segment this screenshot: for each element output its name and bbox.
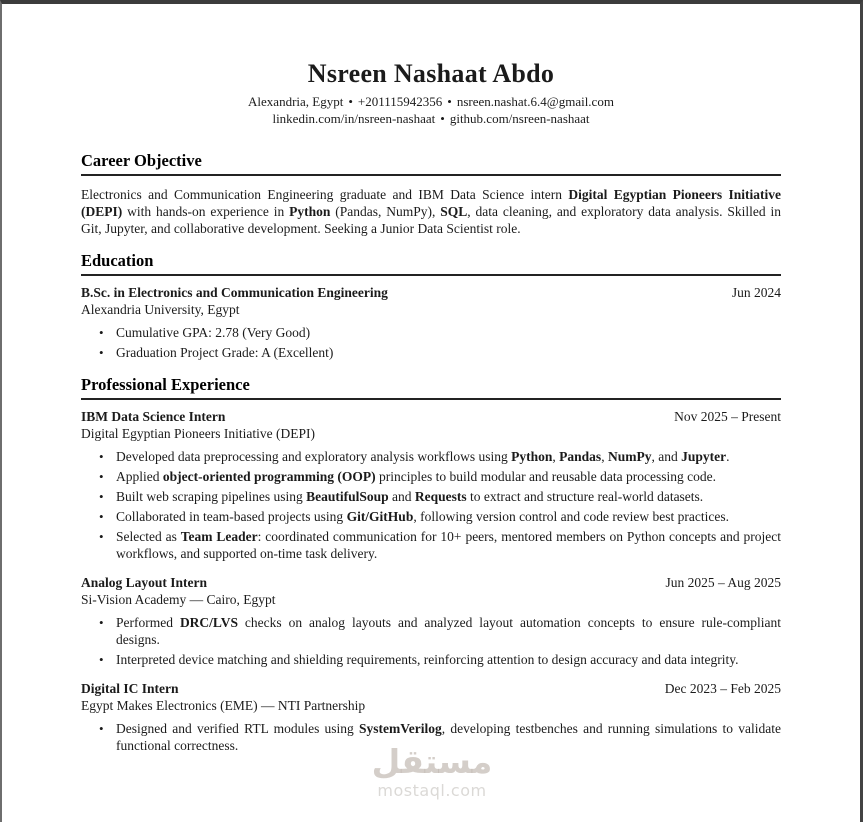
role-title: Analog Layout Intern — [81, 575, 208, 590]
education-bullets — [99, 324, 781, 361]
school-name: Alexandria University, Egypt — [81, 302, 240, 317]
bullet-item: • Interpreted device matching and shielding requirements, reinforcing attention to design accuracy and data integrity. — [99, 651, 781, 668]
org-name: Si-Vision Academy — Cairo, Egypt — [81, 592, 276, 607]
bullet-item: • Performed DRC/LVS checks on analog layouts and analyzed layout automation concepts to ensure rule-compliant designs. — [99, 614, 781, 648]
education-entry-head — [81, 284, 781, 301]
bullet-item: • Developed data preprocessing and exploratory analysis workflows using Python, Pandas, NumPy, and Jupyter. — [99, 448, 781, 465]
role-date: Nov 2025 – Present — [674, 409, 781, 424]
role-date: Jun 2025 – Aug 2025 — [665, 575, 781, 590]
contact-github: github.com/nsreen-nashaat — [449, 111, 590, 126]
experience-bullets — [99, 614, 781, 668]
experience-entry-head — [81, 408, 781, 425]
section-title-career-objective: Career Objective — [81, 151, 781, 176]
section-experience — [81, 375, 781, 754]
section-career-objective — [81, 151, 781, 237]
experience-entry-digital-ic — [81, 680, 781, 754]
contact-linkedin: linkedin.com/in/nsreen-nashaat — [272, 111, 436, 126]
role-date: Dec 2023 – Feb 2025 — [664, 681, 781, 696]
mostaql-logo: مستقل — [371, 742, 493, 781]
experience-entry-head — [81, 574, 781, 591]
section-title-education: Education — [81, 251, 781, 276]
contact-line-1 — [81, 93, 781, 110]
resume-page — [81, 4, 781, 754]
mostaql-site-label: mostaql.com — [377, 781, 487, 800]
org-name: Egypt Makes Electronics (EME) — NTI Partnership — [81, 698, 366, 713]
experience-bullets — [99, 720, 781, 754]
bullet-item: • Collaborated in team-based projects using Git/GitHub, following version control and code review best practices. — [99, 508, 781, 525]
degree-date: Jun 2024 — [731, 285, 781, 300]
education-entry — [81, 284, 781, 361]
contact-email: nsreen.nashat.6.4@gmail.com — [456, 94, 614, 109]
contact-phone: +201115942356 — [357, 94, 443, 109]
bullet-separator: • — [447, 94, 452, 109]
role-title: Digital IC Intern — [81, 681, 179, 696]
bullet-item: • Graduation Project Grade: A (Excellent) — [99, 344, 781, 361]
bullet-item: • Cumulative GPA: 2.78 (Very Good) — [99, 324, 781, 341]
bullet-item: • Designed and verified RTL modules using SystemVerilog, developing testbenches and running simulations to validate functional correctness. — [99, 720, 781, 754]
bullet-separator: • — [348, 94, 353, 109]
contact-location: Alexandria, Egypt — [248, 94, 344, 109]
career-objective-text: Electronics and Communication Engineering graduate and IBM Data Science intern Digital Egyptian Pioneers Initiative (DEPI) with hands-on experience in Python (Pandas, NumPy), SQL, data cleaning, and exploratory data analysis. Skilled in Git, Jupyter, and collaborative development. Seeking a Junior Data Scientist role. — [81, 187, 782, 236]
section-education — [81, 251, 781, 361]
contact-info — [81, 93, 781, 127]
experience-entry-analog-layout — [81, 574, 781, 668]
bullet-item: • Selected as Team Leader: coordinated communication for 10+ peers, mentored members on Python concepts and project workflows, and supported on-time task delivery. — [99, 528, 781, 562]
degree-title: B.Sc. in Electronics and Communication Engineering — [81, 285, 388, 300]
org-name: Digital Egyptian Pioneers Initiative (DEPI) — [81, 426, 315, 441]
bullet-item: • Applied object-oriented programming (OOP) principles to build modular and reusable data processing code. — [99, 468, 781, 485]
contact-line-2 — [81, 110, 781, 127]
candidate-name: Nsreen Nashaat Abdo — [307, 59, 555, 88]
role-title: IBM Data Science Intern — [81, 409, 226, 424]
section-title-experience: Professional Experience — [81, 375, 781, 400]
experience-entry-head — [81, 680, 781, 697]
bullet-item: • Built web scraping pipelines using BeautifulSoup and Requests to extract and structure real-world datasets. — [99, 488, 781, 505]
bullet-separator: • — [440, 111, 445, 126]
experience-entry-ibm — [81, 408, 781, 562]
experience-bullets — [99, 448, 781, 562]
